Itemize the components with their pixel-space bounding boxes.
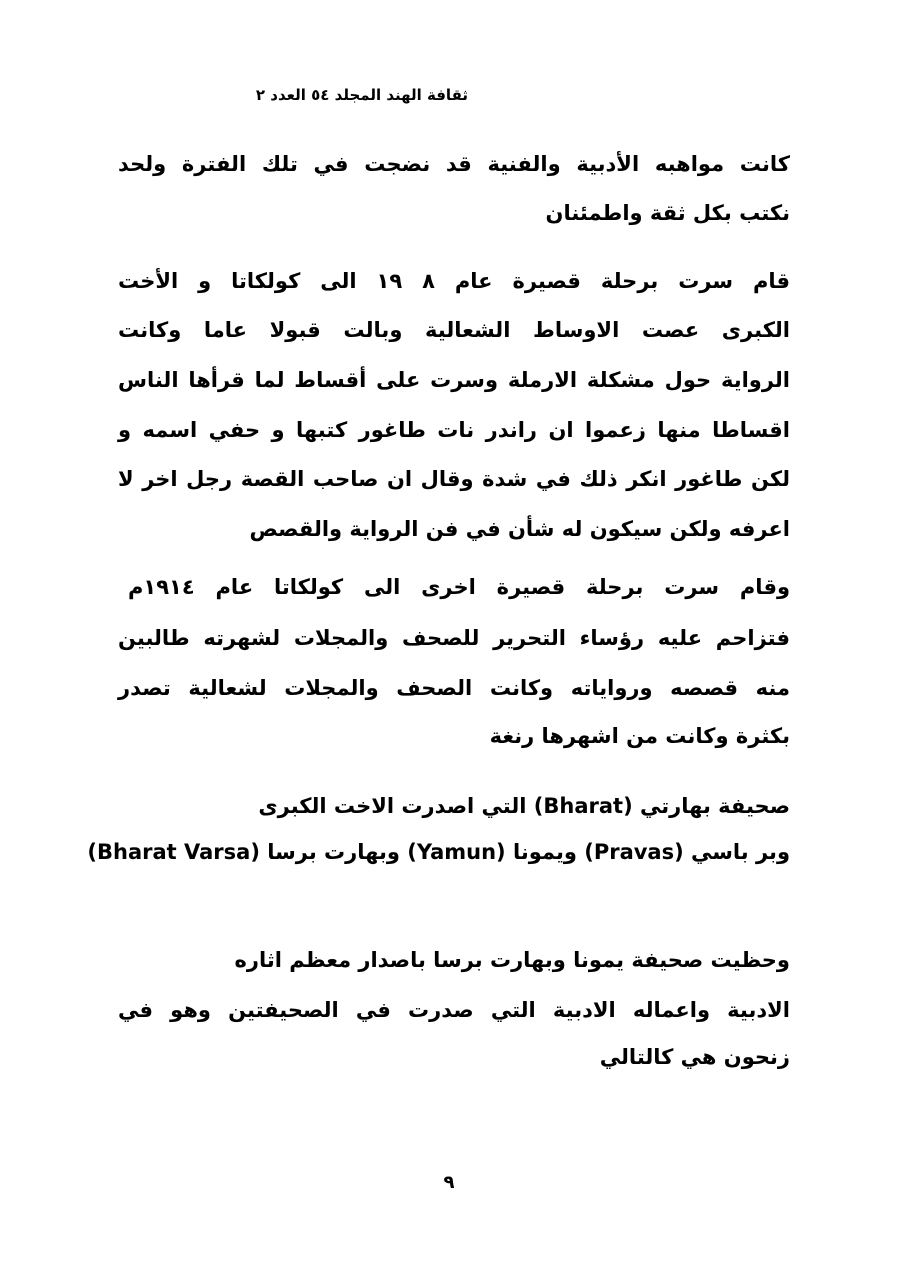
header-text: ثقافة الهند المجلد ٥٤ العدد ٢	[255, 86, 468, 104]
paragraph-1-line-2: نكتب بكل ثقة واطمئنان	[545, 201, 790, 225]
paragraph-2-line-3: الرواية حول مشكلة الارملة وسرت على أقساط لما قرأها الناس	[118, 368, 790, 392]
paragraph-5-line-3: زنحون هي كالتالي	[599, 1045, 790, 1069]
paragraph-2-line-4: اقساطا منها زعموا ان راندر نات طاغور كتبها و حفي اسمه و	[118, 418, 790, 442]
paragraph-3-line-4: بكثرة وكانت من اشهرها رنغة	[489, 724, 790, 748]
paragraph-4-line-2: وبر باسي (Pravas) ويمونا (Yamun) وبهارت برسا (Bharat Varsa)	[87, 840, 790, 864]
paragraph-5-line-2: الادبية واعماله الادبية التي صدرت في الصحيفتين وهو في	[118, 998, 790, 1022]
paragraph-5-line-1: وحظيت صحيفة يمونا وبهارت برسا باصدار معظم اثاره	[234, 948, 790, 972]
paragraph-3-line-1: وقام سرت برحلة قصيرة اخرى الى كولكاتا عام ١٩١٤م	[128, 575, 790, 599]
paragraph-4-line-1: صحيفة بهارتي (Bharat) التي اصدرت الاخت الكبرى	[258, 794, 790, 818]
paragraph-3-line-3: منه قصصه ورواياته وكانت الصحف والمجلات لشعالية تصدر	[118, 676, 790, 700]
page-number: ٩	[443, 1172, 455, 1193]
paragraph-2-line-1: قام سرت برحلة قصيرة عام ٨ ١٩ الى كولكاتا و الأخت	[118, 269, 791, 293]
paragraph-2-line-2: الكبرى عصت الاوساط الشعالية وبالت قبولا عاما وكانت	[118, 318, 790, 342]
paragraph-2-line-5: لكن طاغور انكر ذلك في شدة وقال ان صاحب القصة رجل اخر لا	[118, 467, 790, 491]
paragraph-3-line-2: فتزاحم عليه رؤساء التحرير للصحف والمجلات لشهرته طالبين	[118, 626, 790, 650]
running-header	[118, 86, 468, 104]
paragraph-2-line-6: اعرفه ولكن سيكون له شأن في فن الرواية والقصص	[249, 517, 790, 541]
paragraph-1-line-1: كانت مواهبه الأدبية والفنية قد نضجت في تلك الفترة ولحد	[118, 152, 790, 176]
